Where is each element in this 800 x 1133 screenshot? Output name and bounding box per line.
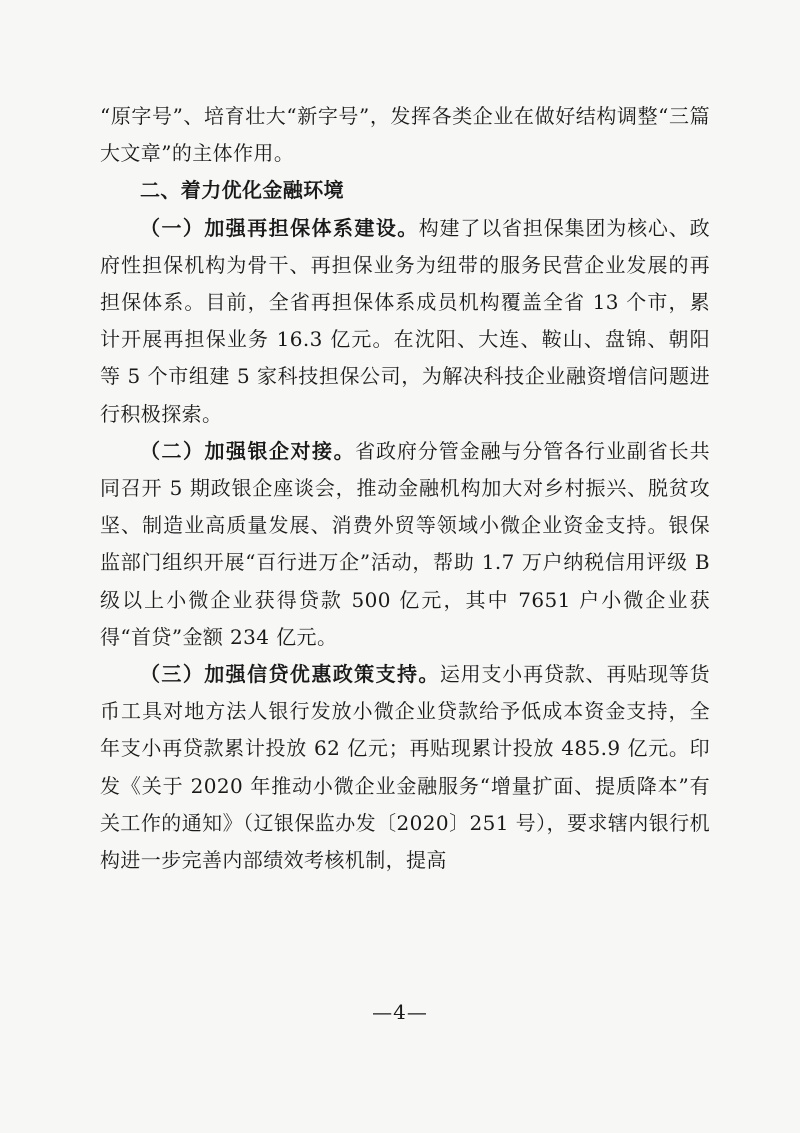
document-body: [100, 98, 710, 879]
paragraph-reguarantee: [100, 210, 710, 433]
paragraph-credit-policy: [100, 656, 710, 879]
paragraph-body: 运用支小再贷款、再贴现等货币工具对地方法人银行发放小微企业贷款给予低成本资金支持，全年支小再贷款累计投放 62 亿元；再贴现累计投放 485.9 亿元。印发《关于 2020 年推动小微企业金融服务“增量扩面、提质降本”有关工作的通知》（辽银保监办发〔2020〕251 号），要求辖内银行机构进一步完善内部绩效考核机制，提高: [100, 662, 711, 873]
paragraph-body: 省政府分管金融与分管各行业副省长共同召开 5 期政银企座谈会，推动金融机构加大对乡村振兴、脱贫攻坚、制造业高质量发展、消费外贸等领域小微企业资金支持。银保监部门组织开展“百行进万企”活动，帮助 1.7 万户纳税信用评级 B 级以上小微企业获得贷款 500 亿元，其中 7651 户小微企业获得“首贷”金额 234 亿元。: [100, 438, 710, 649]
section-heading: 二、着力优化金融环境: [140, 178, 344, 203]
paragraph-lead: （三）加强信贷优惠政策支持。: [140, 662, 440, 687]
page-number: —4—: [372, 1000, 428, 1024]
paragraph-lead: （二）加强银企对接。: [140, 438, 356, 463]
paragraph-lead: （一）加强再担保体系建设。: [140, 215, 419, 240]
paragraph-bank-enterprise: [100, 433, 710, 656]
paragraph-continuation: “原字号”、培育壮大“新字号”，发挥各类企业在做好结构调整“三篇大文章”的主体作用。: [100, 104, 710, 166]
paragraph-body: 构建了以省担保集团为核心、政府性担保机构为骨干、再担保业务为纽带的服务民营企业发展的再担保体系。目前，全省再担保体系成员机构覆盖全省 13 个市，累计开展再担保业务 16.3 亿元。在沈阳、大连、鞍山、盘锦、朝阳等 5 个市组建 5 家科技担保公司，为解决科技企业融资增信问题进行积极探索。: [100, 215, 710, 426]
